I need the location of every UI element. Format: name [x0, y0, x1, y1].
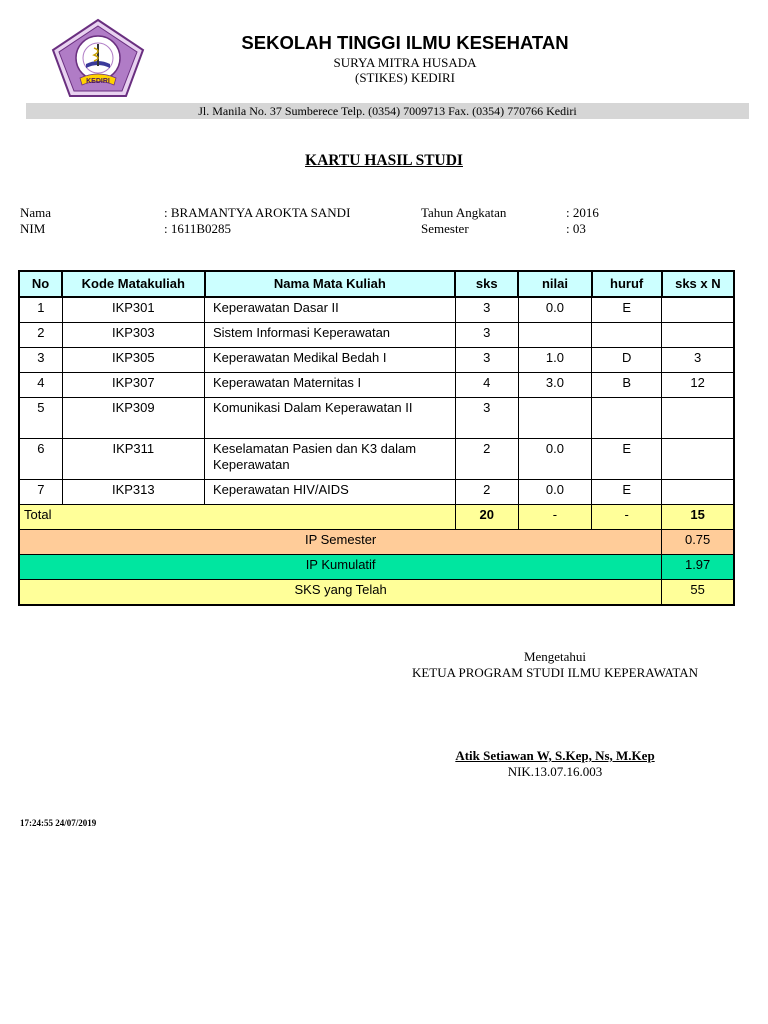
- cell-sks: 3: [455, 398, 518, 439]
- table-row: [19, 398, 734, 439]
- nim-value: : 1611B0285: [164, 221, 232, 236]
- cell-sksxn: [662, 439, 734, 480]
- total-sks: 20: [455, 505, 518, 530]
- school-city: (STIKES) KEDIRI: [354, 70, 455, 85]
- header-nama: Nama Mata Kuliah: [205, 271, 456, 297]
- cell-huruf: E: [592, 439, 662, 480]
- cell-kode: IKP311: [62, 439, 204, 480]
- nama-label: Nama: [20, 205, 52, 220]
- cell-sksxn: [662, 398, 734, 439]
- signature-mengetahui: Mengetahui: [523, 649, 587, 664]
- cell-kode: IKP307: [62, 373, 204, 398]
- table-row: [19, 480, 734, 505]
- header-nilai: nilai: [518, 271, 591, 297]
- cell-nama: Keselamatan Pasien dan K3 dalam Keperawatan: [205, 439, 456, 480]
- ip-semester-label: IP Semester: [19, 530, 662, 555]
- semester-label: Semester: [421, 221, 469, 236]
- cell-sksxn: 12: [662, 373, 734, 398]
- cell-no: 5: [19, 398, 62, 439]
- cell-nilai: 0.0: [518, 439, 591, 480]
- cell-kode: IKP301: [62, 297, 204, 323]
- cell-no: 1: [19, 297, 62, 323]
- cell-nilai: 0.0: [518, 297, 591, 323]
- ip-semester-value: 0.75: [662, 530, 734, 555]
- ip-kumulatif-value: 1.97: [662, 555, 734, 580]
- cell-huruf: [592, 398, 662, 439]
- total-huruf: -: [592, 505, 662, 530]
- print-timestamp: 17:24:55 24/07/2019: [20, 818, 97, 828]
- cell-sks: 3: [455, 348, 518, 373]
- ip-kumulatif-label: IP Kumulatif: [19, 555, 662, 580]
- cell-nilai: [518, 323, 591, 348]
- sks-telah-label: SKS yang Telah: [19, 580, 662, 606]
- cell-nilai: 1.0: [518, 348, 591, 373]
- signature-role: KETUA PROGRAM STUDI ILMU KEPERAWATAN: [411, 665, 699, 680]
- cell-sks: 2: [455, 439, 518, 480]
- header-huruf: huruf: [592, 271, 662, 297]
- cell-no: 3: [19, 348, 62, 373]
- cell-kode: IKP303: [62, 323, 204, 348]
- header-sks: sks: [455, 271, 518, 297]
- table-row: [19, 297, 734, 323]
- cell-kode: IKP309: [62, 398, 204, 439]
- cell-sksxn: [662, 297, 734, 323]
- school-name: SEKOLAH TINGGI ILMU KESEHATAN: [241, 32, 569, 53]
- cell-huruf: [592, 323, 662, 348]
- cell-nama: Keperawatan Maternitas I: [205, 373, 456, 398]
- nama-value: : BRAMANTYA AROKTA SANDI: [164, 205, 351, 220]
- cell-no: 6: [19, 439, 62, 480]
- ip-semester-row: [19, 530, 734, 555]
- cell-huruf: D: [592, 348, 662, 373]
- cell-sksxn: [662, 323, 734, 348]
- document-title: KARTU HASIL STUDI: [305, 152, 463, 169]
- table-row: [19, 348, 734, 373]
- cell-huruf: B: [592, 373, 662, 398]
- cell-no: 4: [19, 373, 62, 398]
- total-row: [19, 505, 734, 530]
- cell-sksxn: [662, 480, 734, 505]
- cell-nama: Sistem Informasi Keperawatan: [205, 323, 456, 348]
- header-sksxn: sks x N: [662, 271, 734, 297]
- cell-no: 7: [19, 480, 62, 505]
- table-row: [19, 439, 734, 480]
- school-address: Jl. Manila No. 37 Sumberece Telp. (0354) 7009713 Fax. (0354) 770766 Kediri: [198, 104, 577, 118]
- cell-kode: IKP305: [62, 348, 204, 373]
- angkatan-label: Tahun Angkatan: [421, 205, 507, 220]
- school-logo: [50, 18, 146, 98]
- cell-sks: 2: [455, 480, 518, 505]
- total-nilai: -: [518, 505, 591, 530]
- sks-telah-row: [19, 580, 734, 606]
- total-sksxn: 15: [662, 505, 734, 530]
- ip-kumulatif-row: [19, 555, 734, 580]
- cell-nilai: 3.0: [518, 373, 591, 398]
- semester-value: : 03: [566, 221, 586, 236]
- grades-table: [18, 270, 735, 606]
- table-header-row: [19, 271, 734, 297]
- total-label: Total: [19, 505, 455, 530]
- nim-label: NIM: [20, 221, 46, 236]
- cell-sks: 4: [455, 373, 518, 398]
- cell-sks: 3: [455, 297, 518, 323]
- cell-nama: Keperawatan HIV/AIDS: [205, 480, 456, 505]
- cell-sksxn: 3: [662, 348, 734, 373]
- signature-nik: NIK.13.07.16.003: [507, 764, 603, 779]
- cell-sks: 3: [455, 323, 518, 348]
- cell-nama: Komunikasi Dalam Keperawatan II: [205, 398, 456, 439]
- sks-telah-value: 55: [662, 580, 734, 606]
- table-row: [19, 373, 734, 398]
- cell-nilai: [518, 398, 591, 439]
- angkatan-value: : 2016: [566, 205, 599, 220]
- school-subtitle: SURYA MITRA HUSADA: [333, 55, 477, 70]
- cell-no: 2: [19, 323, 62, 348]
- cell-huruf: E: [592, 480, 662, 505]
- logo-text: KEDIRI: [86, 78, 110, 85]
- header-kode: Kode Matakuliah: [62, 271, 204, 297]
- signature-name: Atik Setiawan W, S.Kep, Ns, M.Kep: [455, 748, 655, 763]
- cell-nama: Keperawatan Dasar II: [205, 297, 456, 323]
- header-no: No: [19, 271, 62, 297]
- cell-nilai: 0.0: [518, 480, 591, 505]
- cell-kode: IKP313: [62, 480, 204, 505]
- cell-huruf: E: [592, 297, 662, 323]
- cell-nama: Keperawatan Medikal Bedah I: [205, 348, 456, 373]
- table-row: [19, 323, 734, 348]
